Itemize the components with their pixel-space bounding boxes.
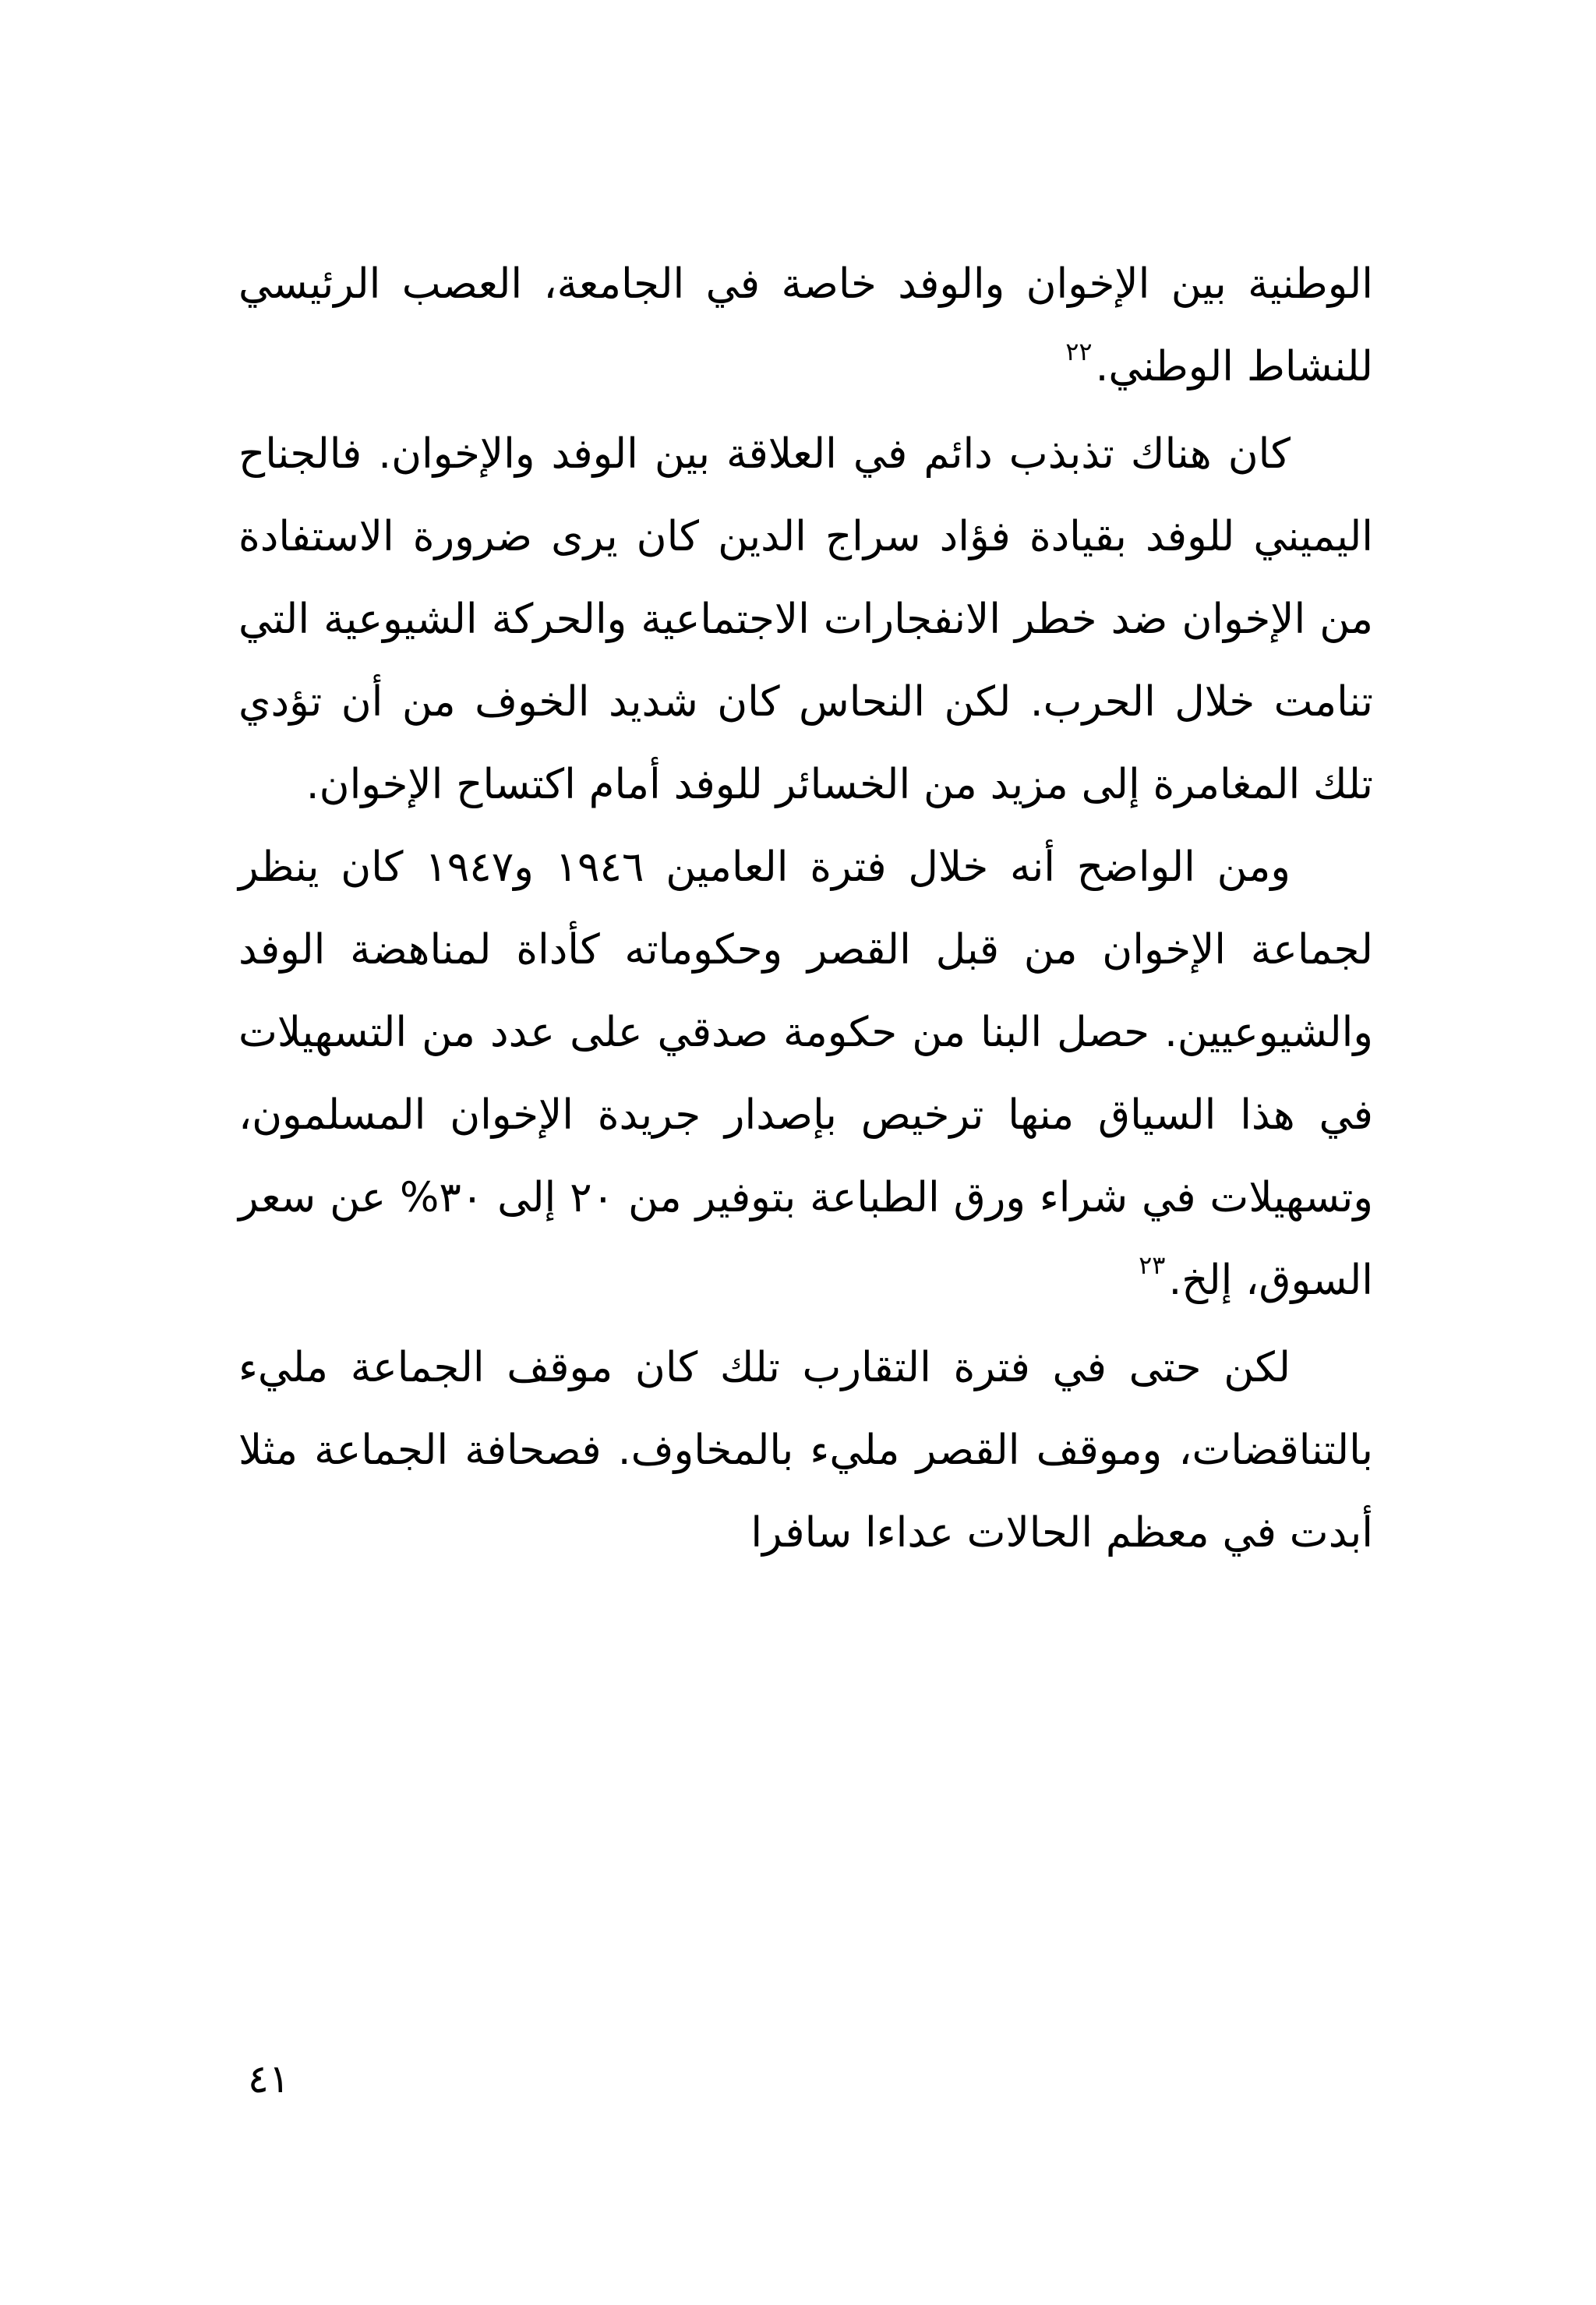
- page-number: ٤١: [248, 2056, 290, 2102]
- paragraph-4-text: لكن حتى في فترة التقارب تلك كان موقف الجماعة مليء بالتناقضات، وموقف القصر مليء بالمخاوف. فصحافة الجماعة مثلا أبدت في معظم الحالات عداءا سافرا: [238, 1344, 1373, 1557]
- footnote-ref-23: ٢٣: [1139, 1250, 1166, 1280]
- paragraph-3: [238, 826, 1373, 1327]
- paragraph-2: [238, 413, 1373, 826]
- paragraph-3-text: ومن الواضح أنه خلال فترة العامين ١٩٤٦ و١٩٤٧ كان ينظر لجماعة الإخوان من قبل القصر وحكوماته كأداة لمناهضة الوفد والشيوعيين. حصل البنا من حكومة صدقي على عدد من التسهيلات في هذا السياق منها ترخيص بإصدار جريدة الإخوان المسلمون، وتسهيلات في شراء ورق الطباعة بتوفير من ٢٠ إلى ٣٠% عن سعر السوق، إلخ.: [238, 843, 1373, 1304]
- footnote-ref-22: ٢٢: [1065, 337, 1093, 366]
- paragraph-1: [238, 243, 1373, 413]
- body-text: [238, 243, 1373, 1575]
- paragraph-4: [238, 1327, 1373, 1575]
- paragraph-1-text: الوطنية بين الإخوان والوفد خاصة في الجامعة، العصب الرئيسي للنشاط الوطني.: [238, 260, 1373, 391]
- paragraph-2-text: كان هناك تذبذب دائم في العلاقة بين الوفد والإخوان. فالجناح اليميني للوفد بقيادة فؤاد سراج الدين كان يرى ضرورة الاستفادة من الإخوان ضد خطر الانفجارات الاجتماعية والحركة الشيوعية التي تنامت خلال الحرب. لكن النحاس كان شديد الخوف من أن تؤدي تلك المغامرة إلى مزيد من الخسائر للوفد أمام اكتساح الإخوان.: [238, 430, 1373, 808]
